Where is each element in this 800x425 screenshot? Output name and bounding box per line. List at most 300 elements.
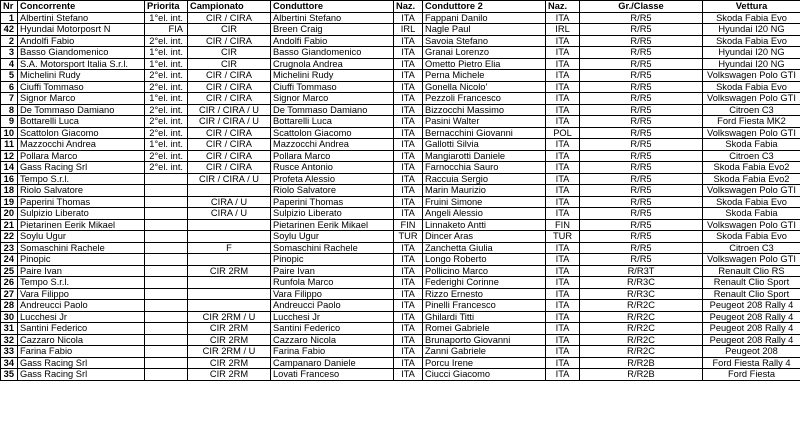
cell-campionato: CIR 2RM <box>188 369 271 381</box>
cell-concorrente: Farina Fabio <box>18 346 145 358</box>
cell-naz: ITA <box>394 346 423 358</box>
cell-nr: 18 <box>1 185 18 197</box>
table-row <box>1 150 800 162</box>
cell-campionato: CIRA / U <box>188 208 271 220</box>
cell-campionato: CIR 2RM <box>188 265 271 277</box>
cell-priorita <box>145 346 188 358</box>
cell-vettura: Skoda Fabia <box>703 139 800 151</box>
cell-classe: R/R5 <box>580 70 703 82</box>
cell-naz2: ITA <box>546 162 580 174</box>
cell-campionato: CIR / CIRA <box>188 162 271 174</box>
cell-vettura: Hyundai I20 NG <box>703 24 800 36</box>
cell-conduttore2: Pasini Walter <box>423 116 546 128</box>
cell-nr: 32 <box>1 334 18 346</box>
cell-priorita <box>145 219 188 231</box>
cell-naz2: ITA <box>546 58 580 70</box>
cell-priorita <box>145 196 188 208</box>
cell-priorita <box>145 231 188 243</box>
cell-nr: 42 <box>1 24 18 36</box>
cell-naz: ITA <box>394 173 423 185</box>
cell-conduttore: Lovati Franceso <box>271 369 394 381</box>
cell-campionato <box>188 185 271 197</box>
cell-conduttore2: Granai Lorenzo <box>423 47 546 59</box>
cell-naz: ITA <box>394 139 423 151</box>
cell-conduttore: Soylu Ugur <box>271 231 394 243</box>
cell-campionato: CIR 2RM <box>188 357 271 369</box>
cell-conduttore2: Pezzoli Francesco <box>423 93 546 105</box>
cell-classe: R/R5 <box>580 24 703 36</box>
cell-priorita: 2°el. int. <box>145 127 188 139</box>
cell-conduttore: Pollara Marco <box>271 150 394 162</box>
table-row <box>1 254 800 266</box>
cell-nr: 34 <box>1 357 18 369</box>
cell-conduttore2: Romei Gabriele <box>423 323 546 335</box>
cell-nr: 6 <box>1 81 18 93</box>
cell-conduttore2: Brunaporto Giovanni <box>423 334 546 346</box>
cell-conduttore: Crugnola Andrea <box>271 58 394 70</box>
cell-campionato: CIR 2RM <box>188 323 271 335</box>
cell-concorrente: Mazzocchi Andrea <box>18 139 145 151</box>
cell-classe: R/R5 <box>580 47 703 59</box>
cell-naz2: ITA <box>546 185 580 197</box>
cell-naz: ITA <box>394 277 423 289</box>
cell-naz2: ITA <box>546 70 580 82</box>
cell-priorita <box>145 242 188 254</box>
cell-nr: 28 <box>1 300 18 312</box>
cell-classe: R/R5 <box>580 185 703 197</box>
cell-campionato: CIR 2RM / U <box>188 311 271 323</box>
cell-conduttore: Breen Craig <box>271 24 394 36</box>
cell-naz2: ITA <box>546 93 580 105</box>
cell-vettura: Citroen C3 <box>703 104 800 116</box>
table-row <box>1 357 800 369</box>
cell-vettura: Skoda Fabia Evo <box>703 231 800 243</box>
cell-naz2: ITA <box>546 300 580 312</box>
cell-campionato <box>188 300 271 312</box>
cell-priorita <box>145 288 188 300</box>
cell-conduttore: Somaschini Rachele <box>271 242 394 254</box>
cell-conduttore2: Porcu Irene <box>423 357 546 369</box>
table-row <box>1 24 800 36</box>
cell-conduttore: Scattolon Giacomo <box>271 127 394 139</box>
cell-nr: 19 <box>1 196 18 208</box>
cell-campionato: CIR / CIRA <box>188 127 271 139</box>
header-naz2: Naz. <box>546 1 580 13</box>
cell-classe: R/R5 <box>580 208 703 220</box>
cell-vettura: Hyundai I20 NG <box>703 58 800 70</box>
cell-naz: ITA <box>394 185 423 197</box>
cell-classe: R/R5 <box>580 116 703 128</box>
table-row <box>1 58 800 70</box>
table-row <box>1 116 800 128</box>
cell-priorita: 2°el. int. <box>145 81 188 93</box>
cell-naz: ITA <box>394 196 423 208</box>
cell-naz: ITA <box>394 323 423 335</box>
cell-campionato <box>188 288 271 300</box>
cell-conduttore2: Nagle Paul <box>423 24 546 36</box>
cell-naz: ITA <box>394 116 423 128</box>
cell-campionato <box>188 231 271 243</box>
cell-nr: 20 <box>1 208 18 220</box>
cell-naz: ITA <box>394 357 423 369</box>
cell-vettura: Renault Clio RS <box>703 265 800 277</box>
table-row <box>1 93 800 105</box>
cell-naz: ITA <box>394 208 423 220</box>
cell-classe: R/R5 <box>580 150 703 162</box>
cell-concorrente: Santini Federico <box>18 323 145 335</box>
cell-conduttore2: Bernacchini Giovanni <box>423 127 546 139</box>
cell-priorita: 1°el. int. <box>145 139 188 151</box>
table-row <box>1 104 800 116</box>
cell-concorrente: Michelini Rudy <box>18 70 145 82</box>
cell-vettura: Renault Clio Sport <box>703 288 800 300</box>
cell-priorita <box>145 323 188 335</box>
cell-conduttore: Basso Giandomenico <box>271 47 394 59</box>
cell-naz2: ITA <box>546 357 580 369</box>
cell-classe: R/R5 <box>580 162 703 174</box>
cell-naz: ITA <box>394 311 423 323</box>
cell-campionato: CIR / CIRA / U <box>188 173 271 185</box>
cell-nr: 8 <box>1 104 18 116</box>
cell-priorita: 1°el. int. <box>145 47 188 59</box>
cell-classe: R/R5 <box>580 254 703 266</box>
cell-naz: ITA <box>394 93 423 105</box>
table-row <box>1 81 800 93</box>
cell-naz: ITA <box>394 288 423 300</box>
cell-classe: R/R2C <box>580 334 703 346</box>
cell-concorrente: Riolo Salvatore <box>18 185 145 197</box>
cell-priorita <box>145 185 188 197</box>
cell-naz2: ITA <box>546 311 580 323</box>
cell-concorrente: Tempo S.r.l. <box>18 277 145 289</box>
cell-conduttore: Paire Ivan <box>271 265 394 277</box>
cell-classe: R/R5 <box>580 196 703 208</box>
cell-naz2: ITA <box>546 116 580 128</box>
cell-concorrente: Basso Giandomenico <box>18 47 145 59</box>
cell-concorrente: Andolfi Fabio <box>18 35 145 47</box>
cell-naz: ITA <box>394 254 423 266</box>
cell-priorita <box>145 254 188 266</box>
cell-vettura: Skoda Fabia Evo2 <box>703 173 800 185</box>
cell-conduttore2: Savoia Stefano <box>423 35 546 47</box>
cell-conduttore2: Fruini Simone <box>423 196 546 208</box>
cell-nr: 1 <box>1 12 18 24</box>
cell-classe: R/R2B <box>580 369 703 381</box>
cell-conduttore: Pinopic <box>271 254 394 266</box>
table-row <box>1 346 800 358</box>
cell-priorita <box>145 277 188 289</box>
cell-classe: R/R2B <box>580 357 703 369</box>
cell-conduttore2: Perna Michele <box>423 70 546 82</box>
table-row <box>1 277 800 289</box>
cell-concorrente: Lucchesi Jr <box>18 311 145 323</box>
cell-naz: ITA <box>394 150 423 162</box>
header-naz: Naz. <box>394 1 423 13</box>
cell-conduttore2: Longo Roberto <box>423 254 546 266</box>
cell-conduttore2: Pollicino Marco <box>423 265 546 277</box>
cell-campionato: CIR / CIRA <box>188 150 271 162</box>
cell-vettura: Skoda Fabia Evo <box>703 81 800 93</box>
cell-vettura: Skoda Fabia Evo <box>703 35 800 47</box>
table-row <box>1 70 800 82</box>
cell-naz2: FIN <box>546 219 580 231</box>
cell-campionato: CIR / CIRA <box>188 70 271 82</box>
cell-priorita <box>145 300 188 312</box>
cell-naz2: ITA <box>546 173 580 185</box>
cell-conduttore2: Federighi Corinne <box>423 277 546 289</box>
cell-naz2: ITA <box>546 208 580 220</box>
cell-concorrente: Sulpizio Liberato <box>18 208 145 220</box>
cell-priorita: 2°el. int. <box>145 70 188 82</box>
cell-campionato: CIR / CIRA <box>188 139 271 151</box>
cell-nr: 35 <box>1 369 18 381</box>
cell-campionato: CIR / CIRA / U <box>188 104 271 116</box>
cell-naz2: IRL <box>546 24 580 36</box>
cell-classe: R/R5 <box>580 242 703 254</box>
cell-classe: R/R3C <box>580 277 703 289</box>
cell-classe: R/R5 <box>580 12 703 24</box>
cell-naz2: ITA <box>546 323 580 335</box>
cell-nr: 12 <box>1 150 18 162</box>
cell-conduttore: Mazzocchi Andrea <box>271 139 394 151</box>
header-conduttore2: Conduttore 2 <box>423 1 546 13</box>
cell-conduttore2: Angeli Alessio <box>423 208 546 220</box>
cell-conduttore2: Ciucci Giacomo <box>423 369 546 381</box>
cell-concorrente: Andreucci Paolo <box>18 300 145 312</box>
cell-campionato: CIR <box>188 58 271 70</box>
cell-conduttore: Paperini Thomas <box>271 196 394 208</box>
cell-campionato: F <box>188 242 271 254</box>
cell-vettura: Volkswagen Polo GTI <box>703 127 800 139</box>
cell-campionato <box>188 219 271 231</box>
cell-naz: ITA <box>394 162 423 174</box>
cell-concorrente: Tempo S.r.l. <box>18 173 145 185</box>
cell-naz2: ITA <box>546 35 580 47</box>
table-row <box>1 196 800 208</box>
cell-concorrente: Paire Ivan <box>18 265 145 277</box>
cell-campionato <box>188 277 271 289</box>
cell-vettura: Peugeot 208 Rally 4 <box>703 300 800 312</box>
cell-classe: R/R2C <box>580 346 703 358</box>
cell-campionato: CIR / CIRA / U <box>188 116 271 128</box>
cell-priorita <box>145 265 188 277</box>
cell-naz2: ITA <box>546 334 580 346</box>
cell-naz: ITA <box>394 300 423 312</box>
cell-concorrente: De Tommaso Damiano <box>18 104 145 116</box>
cell-naz: ITA <box>394 12 423 24</box>
cell-vettura: Volkswagen Polo GTI <box>703 93 800 105</box>
cell-nr: 7 <box>1 93 18 105</box>
cell-concorrente: Signor Marco <box>18 93 145 105</box>
cell-vettura: Citroen C3 <box>703 150 800 162</box>
cell-priorita <box>145 173 188 185</box>
cell-campionato: CIR / CIRA <box>188 35 271 47</box>
table-row <box>1 139 800 151</box>
table-row <box>1 35 800 47</box>
cell-naz2: ITA <box>546 104 580 116</box>
cell-vettura: Volkswagen Polo GTI <box>703 219 800 231</box>
cell-campionato: CIR / CIRA <box>188 93 271 105</box>
cell-naz: ITA <box>394 47 423 59</box>
table-row <box>1 185 800 197</box>
cell-priorita: 2°el. int. <box>145 162 188 174</box>
table-row <box>1 265 800 277</box>
cell-naz2: ITA <box>546 254 580 266</box>
cell-naz2: ITA <box>546 196 580 208</box>
cell-naz: ITA <box>394 35 423 47</box>
cell-conduttore: Campanaro Daniele <box>271 357 394 369</box>
cell-conduttore: Vara Filippo <box>271 288 394 300</box>
cell-conduttore2: Marin Maurizio <box>423 185 546 197</box>
cell-vettura: Hyundai I20 NG <box>703 47 800 59</box>
header-conduttore: Conduttore <box>271 1 394 13</box>
cell-nr: 9 <box>1 116 18 128</box>
cell-priorita: 2°el. int. <box>145 116 188 128</box>
cell-conduttore2: Ghilardi Titti <box>423 311 546 323</box>
cell-naz2: ITA <box>546 47 580 59</box>
cell-conduttore: Bottarelli Luca <box>271 116 394 128</box>
cell-campionato: CIRA / U <box>188 196 271 208</box>
cell-concorrente: Pollara Marco <box>18 150 145 162</box>
cell-nr: 2 <box>1 35 18 47</box>
cell-conduttore: Ciuffi Tommaso <box>271 81 394 93</box>
cell-classe: R/R5 <box>580 231 703 243</box>
cell-priorita <box>145 357 188 369</box>
cell-conduttore: Farina Fabio <box>271 346 394 358</box>
cell-conduttore2: Dincer Aras <box>423 231 546 243</box>
cell-conduttore2: Ometto Pietro Elia <box>423 58 546 70</box>
cell-priorita <box>145 334 188 346</box>
cell-concorrente: Gass Racing Srl <box>18 369 145 381</box>
table-row <box>1 369 800 381</box>
cell-concorrente: S.A. Motorsport Italia S.r.l. <box>18 58 145 70</box>
cell-naz2: ITA <box>546 277 580 289</box>
cell-classe: R/R5 <box>580 93 703 105</box>
header-priorita: Priorita <box>145 1 188 13</box>
cell-classe: R/R5 <box>580 104 703 116</box>
cell-nr: 25 <box>1 265 18 277</box>
cell-naz2: ITA <box>546 265 580 277</box>
cell-concorrente: Bottarelli Luca <box>18 116 145 128</box>
cell-conduttore: Andolfi Fabio <box>271 35 394 47</box>
cell-naz: ITA <box>394 81 423 93</box>
cell-priorita: 2°el. int. <box>145 104 188 116</box>
cell-concorrente: Vara Filippo <box>18 288 145 300</box>
cell-conduttore: Michelini Rudy <box>271 70 394 82</box>
cell-priorita: FIA <box>145 24 188 36</box>
cell-classe: R/R5 <box>580 35 703 47</box>
cell-classe: R/R3C <box>580 288 703 300</box>
cell-concorrente: Cazzaro Nicola <box>18 334 145 346</box>
cell-naz: ITA <box>394 334 423 346</box>
cell-conduttore2: Raccuia Sergio <box>423 173 546 185</box>
cell-conduttore: De Tommaso Damiano <box>271 104 394 116</box>
cell-classe: R/R3T <box>580 265 703 277</box>
table-row <box>1 12 800 24</box>
cell-concorrente: Somaschini Rachele <box>18 242 145 254</box>
cell-campionato <box>188 254 271 266</box>
table-row <box>1 231 800 243</box>
cell-classe: R/R5 <box>580 127 703 139</box>
cell-vettura: Citroen C3 <box>703 242 800 254</box>
cell-naz2: POL <box>546 127 580 139</box>
cell-vettura: Peugeot 208 <box>703 346 800 358</box>
cell-naz: IRL <box>394 24 423 36</box>
cell-naz2: ITA <box>546 139 580 151</box>
cell-vettura: Ford Fiesta Rally 4 <box>703 357 800 369</box>
header-classe: Gr./Classe <box>580 1 703 13</box>
table-row <box>1 173 800 185</box>
cell-vettura: Volkswagen Polo GTI <box>703 70 800 82</box>
cell-classe: R/R2C <box>580 323 703 335</box>
cell-nr: 22 <box>1 231 18 243</box>
table-row <box>1 219 800 231</box>
cell-vettura: Ford Fiesta MK2 <box>703 116 800 128</box>
table-row <box>1 162 800 174</box>
header-nr: Nr <box>1 1 18 13</box>
cell-concorrente: Hyundai Motorposrt N <box>18 24 145 36</box>
cell-conduttore: Signor Marco <box>271 93 394 105</box>
cell-conduttore: Albertini Stefano <box>271 12 394 24</box>
cell-priorita: 1°el. int. <box>145 93 188 105</box>
cell-priorita: 1°el. int. <box>145 12 188 24</box>
cell-conduttore2: Bizzocchi Massimo <box>423 104 546 116</box>
cell-naz: TUR <box>394 231 423 243</box>
cell-classe: R/R5 <box>580 219 703 231</box>
cell-campionato: CIR 2RM <box>188 334 271 346</box>
cell-campionato: CIR 2RM / U <box>188 346 271 358</box>
cell-campionato: CIR <box>188 47 271 59</box>
cell-vettura: Skoda Fabia Evo2 <box>703 162 800 174</box>
cell-conduttore: Sulpizio Liberato <box>271 208 394 220</box>
cell-campionato: CIR / CIRA <box>188 81 271 93</box>
cell-concorrente: Scattolon Giacomo <box>18 127 145 139</box>
cell-vettura: Volkswagen Polo GTI <box>703 185 800 197</box>
table-row <box>1 242 800 254</box>
cell-naz: ITA <box>394 58 423 70</box>
table-row <box>1 288 800 300</box>
cell-naz2: ITA <box>546 346 580 358</box>
cell-concorrente: Gass Racing Srl <box>18 357 145 369</box>
table-row <box>1 311 800 323</box>
table-row <box>1 334 800 346</box>
cell-naz2: ITA <box>546 242 580 254</box>
table-row <box>1 47 800 59</box>
cell-conduttore2: Pinelli Francesco <box>423 300 546 312</box>
cell-nr: 27 <box>1 288 18 300</box>
cell-vettura: Peugeot 208 Rally 4 <box>703 311 800 323</box>
cell-nr: 11 <box>1 139 18 151</box>
cell-conduttore: Rusce Antonio <box>271 162 394 174</box>
cell-priorita: 1°el. int. <box>145 58 188 70</box>
cell-conduttore2: Gallotti Silvia <box>423 139 546 151</box>
cell-vettura: Skoda Fabia <box>703 208 800 220</box>
cell-concorrente: Albertini Stefano <box>18 12 145 24</box>
cell-naz: ITA <box>394 127 423 139</box>
cell-concorrente: Soylu Ugur <box>18 231 145 243</box>
cell-nr: 23 <box>1 242 18 254</box>
cell-conduttore: Profeta Alessio <box>271 173 394 185</box>
cell-campionato: CIR / CIRA <box>188 12 271 24</box>
cell-vettura: Volkswagen Polo GTI <box>703 254 800 266</box>
cell-naz2: TUR <box>546 231 580 243</box>
cell-concorrente: Paperini Thomas <box>18 196 145 208</box>
table-row <box>1 127 800 139</box>
cell-priorita: 2°el. int. <box>145 150 188 162</box>
header-campionato: Campionato <box>188 1 271 13</box>
cell-nr: 4 <box>1 58 18 70</box>
cell-conduttore: Cazzaro Nicola <box>271 334 394 346</box>
